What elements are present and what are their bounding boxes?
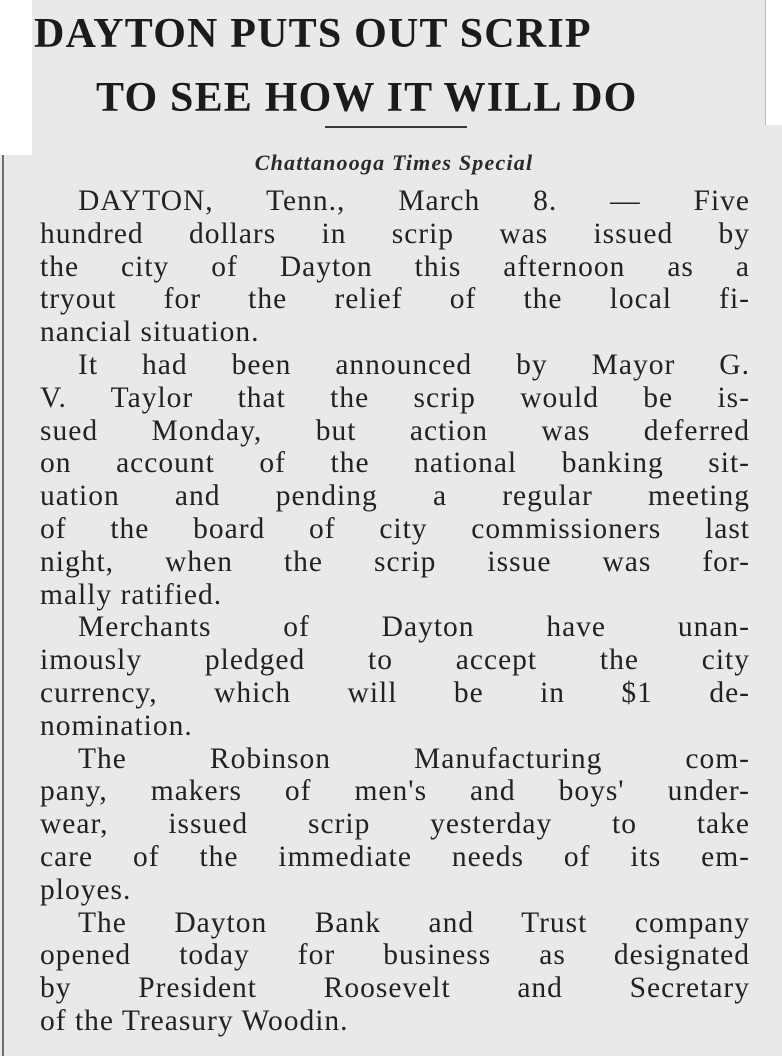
text-line: mally ratified. [40,578,223,611]
column-rule [2,155,4,1056]
text-line: care of the immediate needs of its em- [40,840,750,873]
text-line: Merchants of Dayton have unan- [78,611,750,644]
text-line: hundred dollars in scrip was issued by [40,217,750,250]
headline [34,2,764,130]
headline-divider [325,126,467,128]
text-line: pany, makers of men's and boys' under- [40,775,750,808]
scan-margin [0,0,32,155]
text-line: The Dayton Bank and Trust company [78,906,750,939]
text-line: imously pledged to accept the city [40,644,750,677]
text-line: on account of the national banking sit- [40,447,750,480]
article-body [40,185,750,1038]
headline-line: TO SEE HOW IT WILL DO [96,75,638,121]
text-line: currency, which will be in $1 de- [40,676,750,709]
byline-credit: Chattanooga Times Special [254,150,534,175]
text-line: It had been announced by Mayor G. [78,348,750,381]
text-line: The Robinson Manufacturing com- [78,742,750,775]
text-line: of the board of city commissioners last [40,512,750,545]
text-line: night, when the scrip issue was for- [40,545,750,578]
text-line: tryout for the relief of the local fi- [40,283,750,316]
text-line: opened today for business as designated [40,939,750,972]
text-line: nomination. [40,709,193,742]
text-line: wear, issued scrip yesterday to take [40,808,750,841]
text-line: nancial situation. [40,316,260,349]
text-line: by President Roosevelt and Secretary [40,972,750,1005]
text-line: sued Monday, but action was deferred [40,414,750,447]
text-line: V. Taylor that the scrip would be is- [40,381,750,414]
headline-line: DAYTON PUTS OUT SCRIP [34,11,592,57]
text-line: the city of Dayton this afternoon as a [40,250,750,283]
scan-margin [766,0,782,125]
text-line: uation and pending a regular meeting [40,480,750,513]
text-line: of the Treasury Woodin. [40,1004,349,1037]
text-line: DAYTON, Tenn., March 8. — Five [78,185,750,217]
text-line: ployes. [40,873,132,906]
column-rule [765,0,766,125]
